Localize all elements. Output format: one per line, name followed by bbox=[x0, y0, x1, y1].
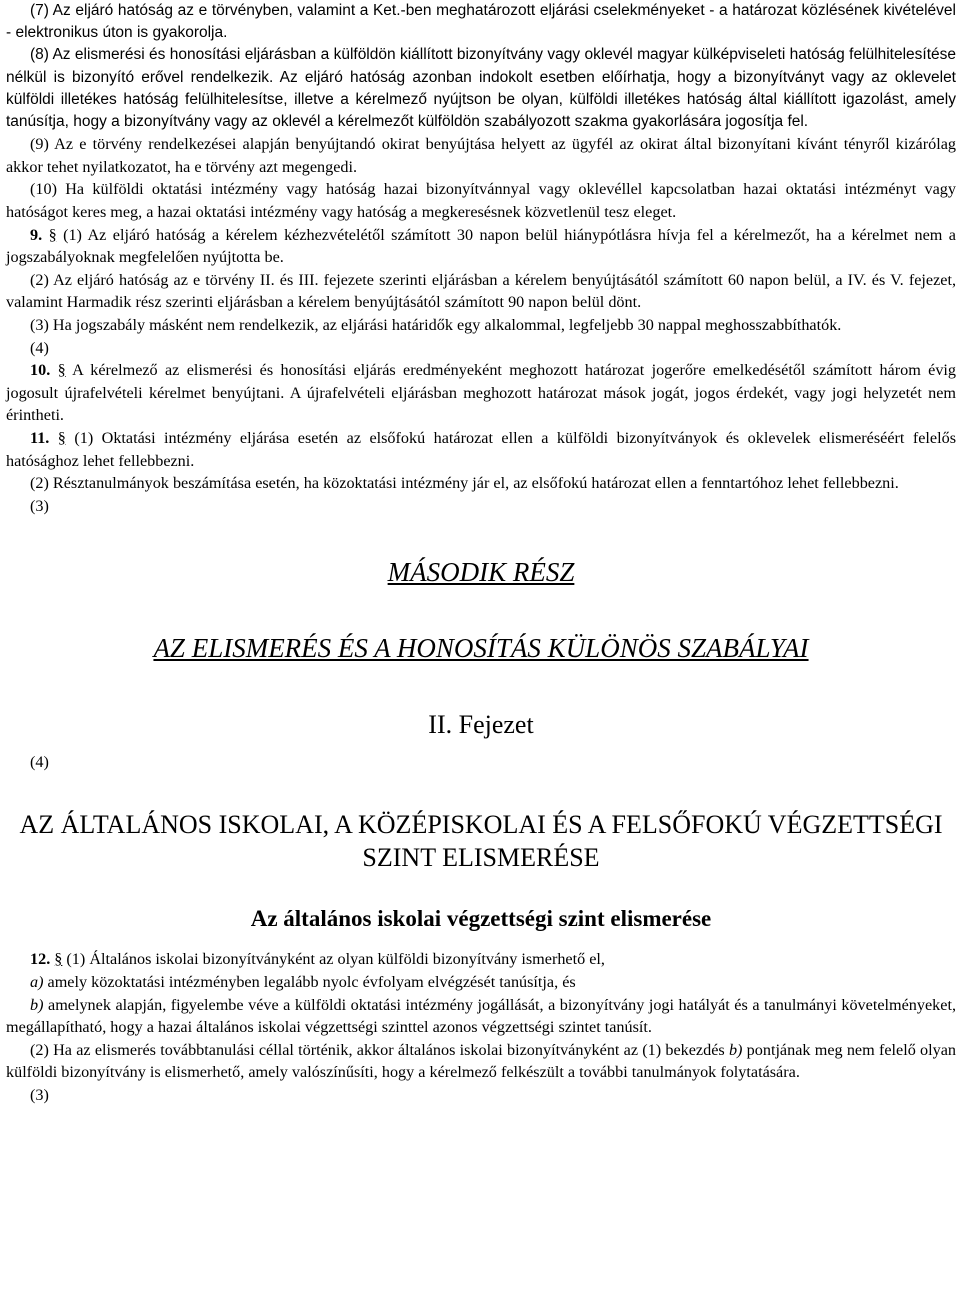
section-9-paragraph-1 bbox=[6, 224, 956, 269]
paragraph-9: (9) Az e törvény rendelkezései alapján benyújtandó okirat benyújtása helyett az ügyfél az okirat által bizonyítani kívánt tényről kizárólag akkor tehet nyilatkozatot, ha e törvény azt megengedi. bbox=[6, 135, 956, 176]
chapter-heading: II. Fejezet bbox=[428, 710, 534, 740]
section-number: 12. bbox=[30, 950, 51, 969]
chapter-paragraph-4: (4) bbox=[30, 753, 49, 772]
part-title: AZ ELISMERÉS ÉS A HONOSÍTÁS KÜLÖNÖS SZABÁLYAI bbox=[153, 633, 809, 664]
paragraph-text: (2) Ha az elismerés továbbtanulási céllal történik, akkor általános iskolai bizonyítványként az (1) bekezdés bbox=[30, 1040, 729, 1059]
document-page bbox=[6, 0, 956, 1106]
section-12-paragraph-3: (3) bbox=[30, 1085, 49, 1104]
section-12-paragraph-1 bbox=[6, 948, 956, 971]
section-number: 9. bbox=[30, 225, 43, 244]
section-12-point-b bbox=[6, 994, 956, 1039]
paragraph-7: (7) Az eljáró hatóság az e törvényben, valamint a Ket.-ben meghatározott eljárási cselekményeket - a határozat közlésének kivételével - elektronikus úton is gyakorolja. bbox=[6, 2, 956, 42]
point-text: amely közoktatási intézményben legalább nyolc évfolyam elvégzését tanúsítja, és bbox=[43, 972, 576, 991]
point-reference: b) bbox=[728, 1040, 743, 1059]
part-heading: MÁSODIK RÉSZ bbox=[387, 557, 575, 588]
section-number: 11. bbox=[30, 428, 50, 447]
section-text: (1) Általános iskolai bizonyítványként az olyan külföldi bizonyítvány ismerhető el, bbox=[62, 950, 605, 969]
section-9-paragraph-2: (2) Az eljáró hatóság az e törvény II. és III. fejezete szerinti eljárásban a kérelem benyújtásától számított 60 napon belül, a IV. és V. fejezet, valamint Harmadik rész szerinti eljárásban a kérelem benyújtásától számított 90 napon belül dönt. bbox=[6, 270, 956, 312]
section-12-point-a bbox=[6, 971, 956, 994]
section-number: 10. bbox=[30, 361, 51, 380]
paragraph-8: (8) Az elismerési és honosítási eljárásban a külföldön kiállított bizonyítvány vagy oklevél magyar külképviseleti hatóság felülhitelesítése nélkül is bizonyító erővel rendelkezik. Az eljáró hatóság azonban indokolt esetben előírhatja, hogy a bizonyítványt vagy az oklevelet külföldi illetékes hatóság felülhitelesítse, illetve a kérelmező nyújtson be olyan, külföldi illetékes hatóság által kiállított igazolást, amely tanúsítja, hogy a bizonyítvány vagy az oklevél a kérelmezőt külföldön szabályozott szakma gyakorlására jogosítja fel. bbox=[6, 46, 956, 131]
chapter-title: AZ ÁLTALÁNOS ISKOLAI, A KÖZÉPISKOLAI ÉS A FELSŐFOKÚ VÉGZETTSÉGI SZINT ELISMERÉSE bbox=[19, 810, 943, 873]
section-11-paragraph-2: (2) Résztanulmányok beszámítása esetén, ha közoktatási intézmény jár el, az elsőfokú határozat ellen a fenntartóhoz lehet fellebbezni. bbox=[30, 474, 899, 493]
point-label: b) bbox=[30, 995, 44, 1014]
point-label: a) bbox=[30, 972, 44, 991]
section-sign: § bbox=[57, 361, 66, 380]
section-9-paragraph-4: (4) bbox=[30, 338, 49, 357]
section-10-paragraph-1 bbox=[6, 359, 956, 427]
paragraph-10: (10) Ha külföldi oktatási intézmény vagy hatóság hazai bizonyítvánnyal vagy oklevéllel kapcsolatban hazai oktatási intézményt vagy hatóságot keres meg, a hazai oktatási intézmény vagy hatóság a megkeresésnek közvetlenül tesz eleget. bbox=[6, 180, 956, 221]
section-text: A kérelmező az elismerési és honosítási eljárás eredményeként meghozott határozat jogerőre emelkedésétől számított három évig jogosult újrafelvételi kérelmet benyújtani. A újrafelvételi eljárásban meghozott határozat mások jogát, jogos érdekét, vagy jogi helyzetét nem érintheti. bbox=[6, 361, 957, 425]
section-11-paragraph-1 bbox=[6, 427, 956, 472]
subchapter-title: Az általános iskolai végzettségi szint elismerése bbox=[250, 906, 712, 932]
section-sign: § bbox=[48, 225, 57, 244]
section-text: (1) Oktatási intézmény eljárása esetén az elsőfokú határozat ellen a külföldi bizonyítványok és oklevelek elismeréséért felelős hatósághoz lehet fellebbezni. bbox=[6, 428, 957, 470]
section-11-paragraph-3: (3) bbox=[30, 496, 49, 515]
section-12-paragraph-2 bbox=[6, 1039, 956, 1084]
point-text: amelynek alapján, figyelembe véve a külföldi oktatási intézmény jogállását, a bizonyítvány jogi hatályát és a tanulmányi követelményeket, megállapítható, hogy a hazai általános iskolai végzettségi szinttel azonos végzettségi szintet tanúsít. bbox=[6, 995, 956, 1037]
section-text: (1) Az eljáró hatóság a kérelem kézhezvételétől számított 30 napon belül hiánypótlásra hívja fel a kérelmezőt, ha a kérelmet nem a jogszabályoknak megfelelően nyújtotta be. bbox=[6, 225, 956, 267]
section-sign: § bbox=[54, 950, 63, 969]
paragraph-text-cont: pontjának meg nem felelő olyan külföldi bizonyítvány is elismerhető, amely valószínűsíti, hogy a kérelmező felkészült a további tanulmányok folytatására. bbox=[6, 1040, 956, 1082]
section-9-paragraph-3: (3) Ha jogszabály másként nem rendelkezik, az eljárási határidők egy alkalommal, legfeljebb 30 nappal meghosszabbíthatók. bbox=[30, 315, 842, 334]
section-sign: § bbox=[57, 428, 66, 447]
